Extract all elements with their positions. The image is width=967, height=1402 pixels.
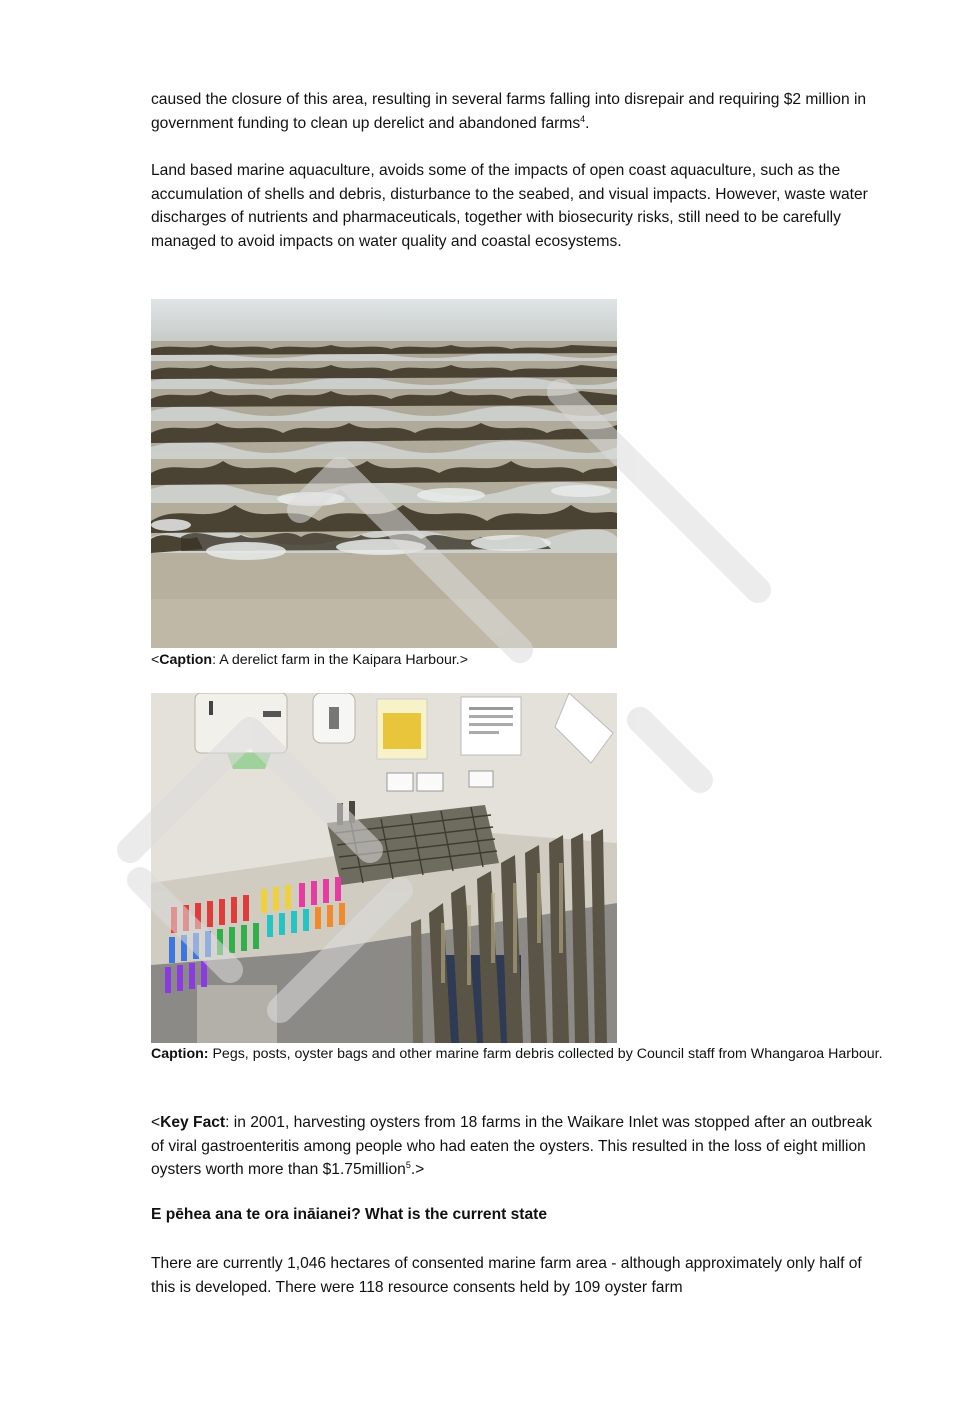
paragraph-current-state: There are currently 1,046 hectares of consented marine farm area - although approximately only half of this is developed. There were 118 resource consents held by 109 oyster farm [151,1255,862,1296]
paragraph-land-based: Land based marine aquaculture, avoids some of the impacts of open coast aquaculture, such as the accumulation of shells and debris, disturbance to the seabed, and visual impacts. However, waste water discharges of nutrients and pharmaceuticals, together with biosecurity risks, still need to be carefully managed to avoid impacts on water quality and coastal ecosystems. [151,162,868,250]
caption-derelict-farm: <Caption: A derelict farm in the Kaipara Harbour.> [151,652,469,668]
paragraph-closure: caused the closure of this area, resulting in several farms falling into disrepair and requiring $2 million in government funding to clean up derelict and abandoned farms$^4$. [151,91,867,132]
caption-farm-debris: Caption: Pegs, posts, oyster bags and other marine farm debris collected by Council staff from Whangaroa Harbour. [151,1046,883,1062]
farm-debris-photo [151,693,617,1043]
derelict-farm-photo [151,299,617,648]
section-heading: E pēhea ana te ora ināianei? What is the current state [151,1206,548,1223]
footnote-ref-4[interactable]: 4 [580,113,586,124]
footnote-ref-5[interactable]: 5 [405,1160,411,1170]
key-fact: <Key Fact: in 2001, harvesting oysters from 18 farms in the Waikare Inlet was stopped after an outbreak of viral gastroenteritis among people who had eaten the oysters. This resulted in the loss of eight million oysters worth more than $1.75million$^5$.> [151,1114,873,1179]
